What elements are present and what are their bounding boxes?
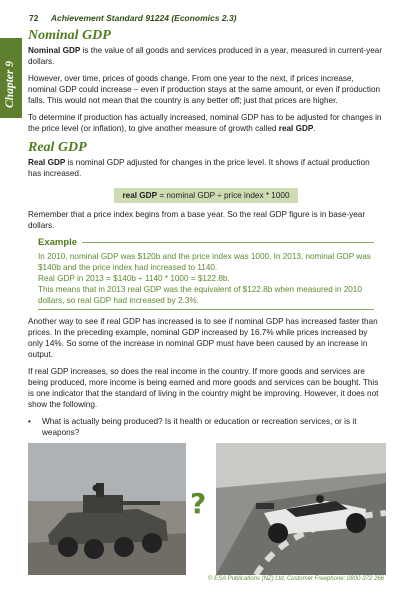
- example-header: [38, 237, 374, 248]
- chapter-tab: [0, 38, 22, 118]
- formula-container: [28, 185, 384, 203]
- example-body: [38, 251, 374, 306]
- example-box: [38, 237, 374, 310]
- military-vehicle-illustration: [28, 443, 186, 575]
- real-gdp-formula: [114, 188, 297, 203]
- real-income-paragraph: If real GDP increases, so does the real income in the country. If more goods and services are being produced, more income is being earned and more goods and services can be bought. This is one indicator that the standard of living in the country might be improving. However, it does not show the following.: [28, 367, 379, 409]
- adjustment-text: To determine if production has actually increased, nominal GDP has to be adjusted for changes in the price level (or inflation), to give another measure of growth called: [28, 113, 382, 133]
- page-footer: © ESA Publications (NZ) Ltd, Customer Freephone: 0800-372 266: [208, 576, 384, 582]
- another-way-paragraph: Another way to see if real GDP has increased is to see if nominal GDP has increased faster than prices. In the preceding example, nominal GDP increased by 16.7% while prices increased by only 14%. So some of the increase in nominal GDP must have been caused by an increase in output.: [28, 317, 378, 359]
- real-gdp-heading: Real GDP: [28, 140, 87, 155]
- adjustment-end: .: [313, 124, 316, 133]
- nominal-gdp-definition-text: is the value of all goods and services produced in a year, measured in current-year dollars.: [28, 46, 383, 66]
- page-content: [28, 28, 384, 443]
- formula-term: real GDP: [122, 191, 158, 200]
- base-year-paragraph: Remember that a price index begins from a base year. So the real GDP figure is in base-year dollars.: [28, 210, 366, 230]
- formula-expression: = nominal GDP ÷ price index * 1000: [157, 191, 290, 200]
- question-mark-icon: ?: [190, 487, 207, 520]
- real-gdp-term-inline: real GDP: [278, 124, 314, 133]
- page-number: 72: [29, 13, 39, 23]
- racing-car-photo: [216, 443, 386, 575]
- example-divider: [82, 242, 374, 243]
- example-line: This means that in 2013 real GDP was the equivalent of $122.8b when measured in 2010 dollars, so real GDP had increased by 2.3%.: [38, 285, 362, 305]
- racing-car-illustration: [216, 443, 386, 575]
- real-gdp-definition: [28, 157, 384, 179]
- bullet-item: [28, 416, 384, 438]
- military-vehicle-photo: [28, 443, 186, 575]
- adjustment-paragraph: [28, 112, 384, 134]
- example-title: Example: [38, 237, 78, 248]
- real-gdp-term: Real GDP: [28, 158, 66, 167]
- example-bottom-rule: [38, 309, 374, 310]
- bullet-icon: •: [28, 417, 31, 426]
- price-change-paragraph: However, over time, prices of goods change. From one year to the next, if prices increase, nominal GDP could increase – even if production stays at the same amount, or even if production falls. This would not mean that the country is any better off; just that prices are higher.: [28, 74, 381, 105]
- running-title: Achievement Standard 91224 (Economics 2.3): [50, 13, 237, 23]
- nominal-gdp-heading: Nominal GDP: [28, 28, 111, 43]
- page-header: [29, 13, 237, 23]
- bullet-text: What is actually being produced? Is it health or education or recreation services, or is it weapons?: [42, 417, 357, 437]
- photo-row: [28, 443, 386, 575]
- chapter-label: Chapter 9: [4, 61, 16, 108]
- example-line: In 2010, nominal GDP was $120b and the price index was 1000. In 2013, nominal GDP was $140b and the price index had increased to 1140.: [38, 252, 371, 272]
- real-gdp-definition-text: is nominal GDP adjusted for changes in the price level. It shows if actual production has increased.: [28, 158, 370, 178]
- example-line: Real GDP in 2013 = $140b ÷ 1140 * 1000 = $122.8b.: [38, 274, 230, 283]
- nominal-gdp-definition: [28, 45, 384, 67]
- nominal-gdp-term: Nominal GDP: [28, 46, 81, 55]
